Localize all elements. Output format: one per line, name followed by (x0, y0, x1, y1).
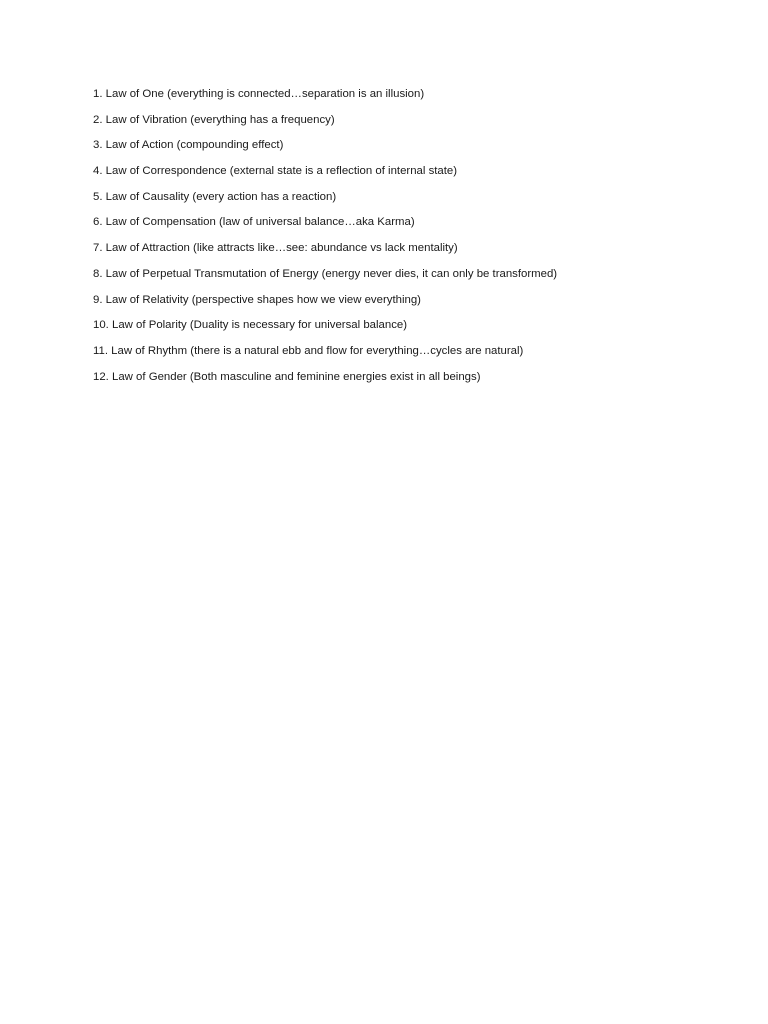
law-item-5: 5. Law of Causality (every action has a reaction) (93, 190, 337, 203)
law-item-11: 11. Law of Rhythm (there is a natural ebb and flow for everything…cycles are natural) (93, 344, 524, 357)
laws-list (93, 86, 733, 394)
law-item-12: 12. Law of Gender (Both masculine and feminine energies exist in all beings) (93, 370, 481, 383)
law-item-7: 7. Law of Attraction (like attracts like…see: abundance vs lack mentality) (93, 242, 458, 255)
law-item-3: 3. Law of Action (compounding effect) (93, 139, 284, 152)
law-item-1: 1. Law of One (everything is connected…separation is an illusion) (93, 88, 425, 100)
law-item-4: 4. Law of Correspondence (external state is a reflection of internal state) (93, 165, 458, 178)
law-item-2: 2. Law of Vibration (everything has a frequency) (93, 113, 335, 126)
law-item-10: 10. Law of Polarity (Duality is necessary for universal balance) (93, 319, 408, 332)
law-item-8: 8. Law of Perpetual Transmutation of Energy (energy never dies, it can only be transformed) (93, 267, 558, 280)
law-item-6: 6. Law of Compensation (law of universal balance…aka Karma) (93, 216, 415, 229)
law-item-9: 9. Law of Relativity (perspective shapes how we view everything) (93, 293, 421, 306)
